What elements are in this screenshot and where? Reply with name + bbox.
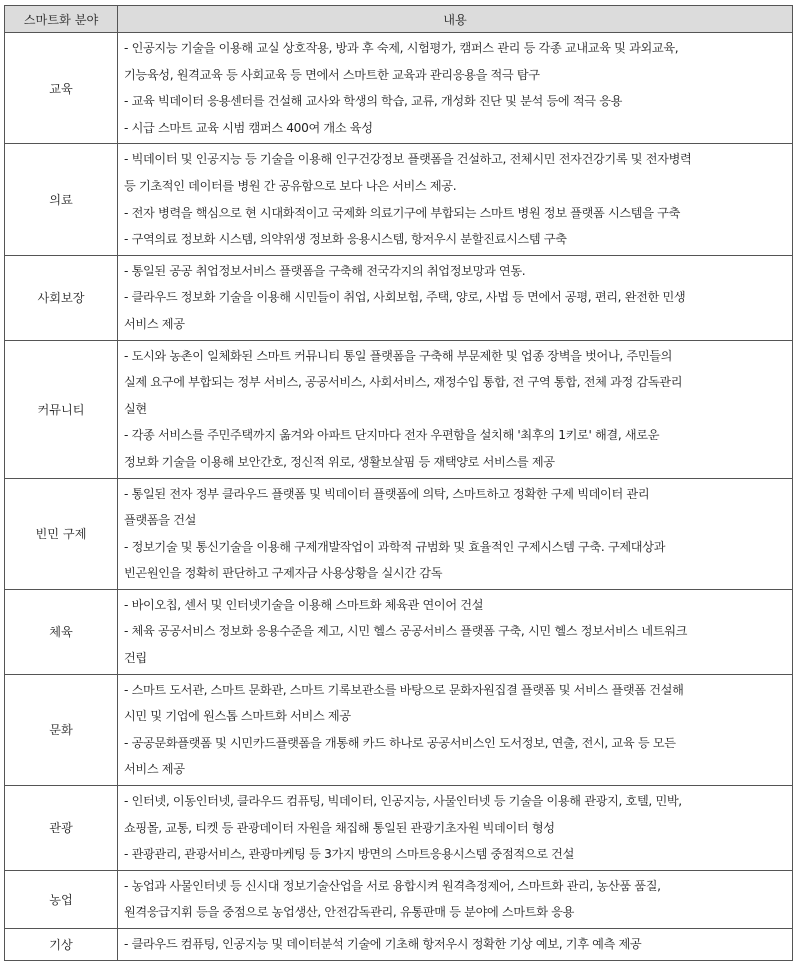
content-line: - 바이오칩, 센서 및 인터넷기술을 이용해 스마트화 체육관 연이어 건설 bbox=[124, 597, 484, 612]
content-line: 실현 bbox=[124, 401, 147, 416]
content-line: - 클라우드 컴퓨팅, 인공지능 및 데이터분석 기술에 기초해 항저우시 정확한 기상 예보, 기후 예측 제공 bbox=[124, 937, 642, 951]
content-line: 쇼핑몰, 교통, 티켓 등 관광데이터 자원을 채집해 통일된 관광기초자원 빅데이터 형성 bbox=[124, 820, 555, 835]
table-row bbox=[5, 674, 793, 785]
table-row bbox=[5, 33, 793, 144]
table-row bbox=[5, 340, 793, 478]
table-row bbox=[5, 870, 793, 928]
content-line: 기능육성, 원격교육 등 사회교육 등 면에서 스마트한 교육과 관리응용을 적극 탐구 bbox=[124, 67, 540, 82]
table-row bbox=[5, 786, 793, 871]
content-line: - 각종 서비스를 주민주택까지 옮겨와 아파트 단지마다 전자 우편함을 설치해 '최후의 1키로' 해결, 새로운 bbox=[124, 428, 660, 443]
content-line: - 공공문화플랫폼 및 시민카드플랫폼을 개통해 카드 하나로 공공서비스인 도서정보, 연출, 전시, 교육 등 모든 bbox=[124, 735, 676, 750]
content-line: - 구역의료 정보화 시스템, 의약위생 정보화 응용시스템, 항저우시 분할진료시스템 구축 bbox=[124, 232, 567, 247]
content-line: - 인공지능 기술을 이용해 교실 상호작용, 방과 후 숙제, 시험평가, 캠퍼스 관리 등 각종 교내교육 및 과외교육, bbox=[124, 41, 679, 55]
content-line: - 스마트 도서관, 스마트 문화관, 스마트 기록보관소를 바탕으로 문화자원집결 플랫폼 및 서비스 플랫폼 건설해 bbox=[124, 682, 684, 697]
row-content bbox=[118, 478, 793, 589]
row-field: 농업 bbox=[5, 870, 118, 928]
row-field: 사회보장 bbox=[5, 255, 118, 340]
table-row bbox=[5, 144, 793, 255]
content-line: - 관광관리, 관광서비스, 관광마케팅 등 3가지 방면의 스마트응용시스템 중점적으로 건설 bbox=[124, 847, 575, 862]
content-line: - 체육 공공서비스 정보화 응용수준을 제고, 시민 헬스 공공서비스 플랫폼 구축, 시민 헬스 정보서비스 네트워크 bbox=[124, 624, 688, 639]
row-content bbox=[118, 674, 793, 785]
row-field: 체육 bbox=[5, 589, 118, 674]
table-row bbox=[5, 929, 793, 961]
table-row bbox=[5, 478, 793, 589]
row-field: 기상 bbox=[5, 929, 118, 961]
content-line: 등 기초적인 데이터를 병원 간 공유함으로 보다 나은 서비스 제공. bbox=[124, 178, 457, 193]
header-content: 내용 bbox=[118, 6, 793, 33]
content-line: 시민 및 기업에 원스톱 스마트화 서비스 제공 bbox=[124, 709, 351, 724]
content-line: 플랫폼을 건설 bbox=[124, 513, 197, 528]
table-row bbox=[5, 589, 793, 674]
row-content bbox=[118, 870, 793, 928]
content-line: - 전자 병력을 핵심으로 현 시대화적이고 국제화 의료기구에 부합되는 스마트 병원 정보 플랫폼 시스템을 구축 bbox=[124, 205, 681, 220]
content-line: 원격응급지휘 등을 중점으로 농업생산, 안전감독관리, 유통판매 등 분야에 스마트화 응용 bbox=[124, 905, 574, 920]
row-field: 교육 bbox=[5, 33, 118, 144]
row-field: 문화 bbox=[5, 674, 118, 785]
content-line: 건립 bbox=[124, 651, 147, 666]
content-line: 정보화 기술을 이용해 보안간호, 정신적 위로, 생활보살핌 등 재택양로 서비스를 제공 bbox=[124, 454, 555, 469]
row-content bbox=[118, 786, 793, 871]
smart-city-table-wrapper bbox=[4, 5, 792, 961]
header-field: 스마트화 분야 bbox=[5, 6, 118, 33]
row-field: 의료 bbox=[5, 144, 118, 255]
table-row bbox=[5, 255, 793, 340]
content-line: 서비스 제공 bbox=[124, 762, 185, 777]
row-field: 커뮤니티 bbox=[5, 340, 118, 478]
content-line: - 도시와 농촌이 일체화된 스마트 커뮤니티 통일 플랫폼을 구축해 부문제한 및 업종 장벽을 벗어나, 주민들의 bbox=[124, 348, 673, 363]
row-field: 빈민 구제 bbox=[5, 478, 118, 589]
content-line: 서비스 제공 bbox=[124, 316, 185, 331]
row-content bbox=[118, 255, 793, 340]
content-line: 실제 요구에 부합되는 정부 서비스, 공공서비스, 사회서비스, 재정수입 통합, 전 구역 통합, 전체 과정 감독관리 bbox=[124, 375, 683, 390]
row-content bbox=[118, 929, 793, 961]
content-line: 빈곤원인을 정확히 판단하고 구제자금 사용상황을 실시간 감독 bbox=[124, 566, 443, 581]
content-line: - 정보기술 및 통신기술을 이용해 구제개발작업이 과학적 규범화 및 효율적인 구제시스템 구축. 구제대상과 bbox=[124, 539, 666, 554]
row-content bbox=[118, 33, 793, 144]
row-content bbox=[118, 144, 793, 255]
content-line: - 클라우드 정보화 기술을 이용해 시민들이 취업, 사회보험, 주택, 양로, 사법 등 면에서 공평, 편리, 완전한 민생 bbox=[124, 290, 686, 305]
row-content bbox=[118, 340, 793, 478]
content-line: - 시급 스마트 교육 시범 캠퍼스 400여 개소 육성 bbox=[124, 120, 373, 135]
content-line: - 빅데이터 및 인공지능 등 기술을 이용해 인구건강정보 플랫폼을 건설하고, 전체시민 전자건강기록 및 전자병력 bbox=[124, 152, 692, 167]
smart-city-fields-table bbox=[4, 5, 793, 961]
content-line: - 농업과 사물인터넷 등 신시대 정보기술산업을 서로 융합시켜 원격측정제어, 스마트화 관리, 농산품 품질, bbox=[124, 878, 661, 893]
content-line: - 통일된 공공 취업정보서비스 플랫폼을 구축해 전국각지의 취업정보망과 연동. bbox=[124, 263, 526, 278]
content-line: - 통일된 전자 정부 클라우드 플랫폼 및 빅데이터 플랫폼에 의탁, 스마트하고 정확한 구제 빅데이터 관리 bbox=[124, 486, 650, 501]
content-line: - 교육 빅데이터 응용센터를 건설해 교사와 학생의 학습, 교류, 개성화 진단 및 분석 등에 적극 응용 bbox=[124, 94, 623, 109]
row-field: 관광 bbox=[5, 786, 118, 871]
table-body bbox=[5, 33, 793, 961]
table-header-row bbox=[5, 6, 793, 33]
row-content bbox=[118, 589, 793, 674]
content-line: - 인터넷, 이동인터넷, 클라우드 컴퓨팅, 빅데이터, 인공지능, 사물인터넷 등 기술을 이용해 관광지, 호텔, 민박, bbox=[124, 794, 682, 809]
